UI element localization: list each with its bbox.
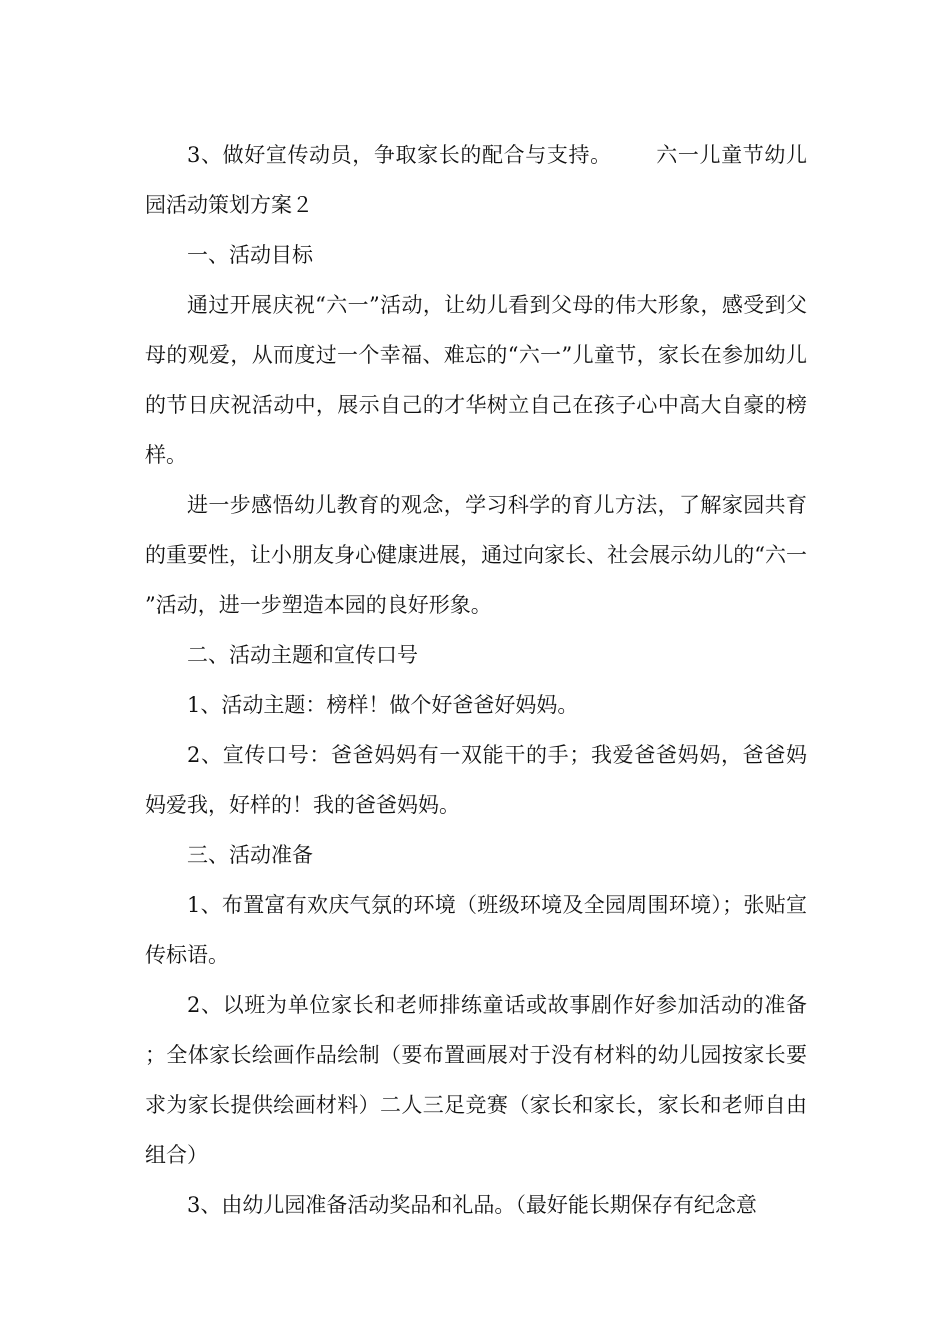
paragraph-slogan: 2、宣传口号：爸爸妈妈有一双能干的手；我爱爸爸妈妈，爸爸妈妈爱我，好样的！我的爸爸妈妈。 bbox=[145, 743, 807, 817]
document-body bbox=[145, 130, 807, 1230]
paragraph-prep-2: 2、以班为单位家长和老师排练童话或故事剧作好参加活动的准备；全体家长绘画作品绘制（要布置画展对于没有材料的幼儿园按家长要求为家长提供绘画材料）二人三足竞赛（家长和家长，家长和老师自由组合） bbox=[145, 993, 807, 1167]
heading-theme-and-slogan: 二、活动主题和宣传口号 bbox=[187, 643, 418, 667]
heading-preparation: 三、活动准备 bbox=[187, 843, 313, 867]
paragraph-goals-2: 进一步感悟幼儿教育的观念，学习科学的育儿方法，了解家园共育的重要性，让小朋友身心健康进展，通过向家长、社会展示幼儿的“六一”活动，进一步塑造本园的良好形象。 bbox=[145, 493, 807, 617]
paragraph-goals-1: 通过开展庆祝“六一”活动，让幼儿看到父母的伟大形象，感受到父母的观爱，从而度过一个幸福、难忘的“六一”儿童节，家长在参加幼儿的节日庆祝活动中，展示自己的才华树立自己在孩子心中高大自豪的榜样。 bbox=[145, 293, 807, 467]
paragraph-prep-3: 3、由幼儿园准备活动奖品和礼品。（最好能长期保存有纪念意 bbox=[187, 1193, 757, 1217]
prep-item-3-text: 3、做好宣传动员，争取家长的配合与支持。 bbox=[187, 143, 612, 167]
paragraph-prep-1: 1、布置富有欢庆气氛的环境（班级环境及全园周围环境）；张贴宣传标语。 bbox=[145, 893, 807, 967]
plan-title: 六一儿童节幼儿园活动策划方案２ bbox=[145, 143, 808, 217]
paragraph-theme: 1、活动主题：榜样！做个好爸爸好妈妈。 bbox=[187, 693, 579, 717]
paragraph-prep-3-and-plan-title bbox=[145, 130, 807, 230]
heading-activity-goals: 一、活动目标 bbox=[187, 243, 313, 267]
